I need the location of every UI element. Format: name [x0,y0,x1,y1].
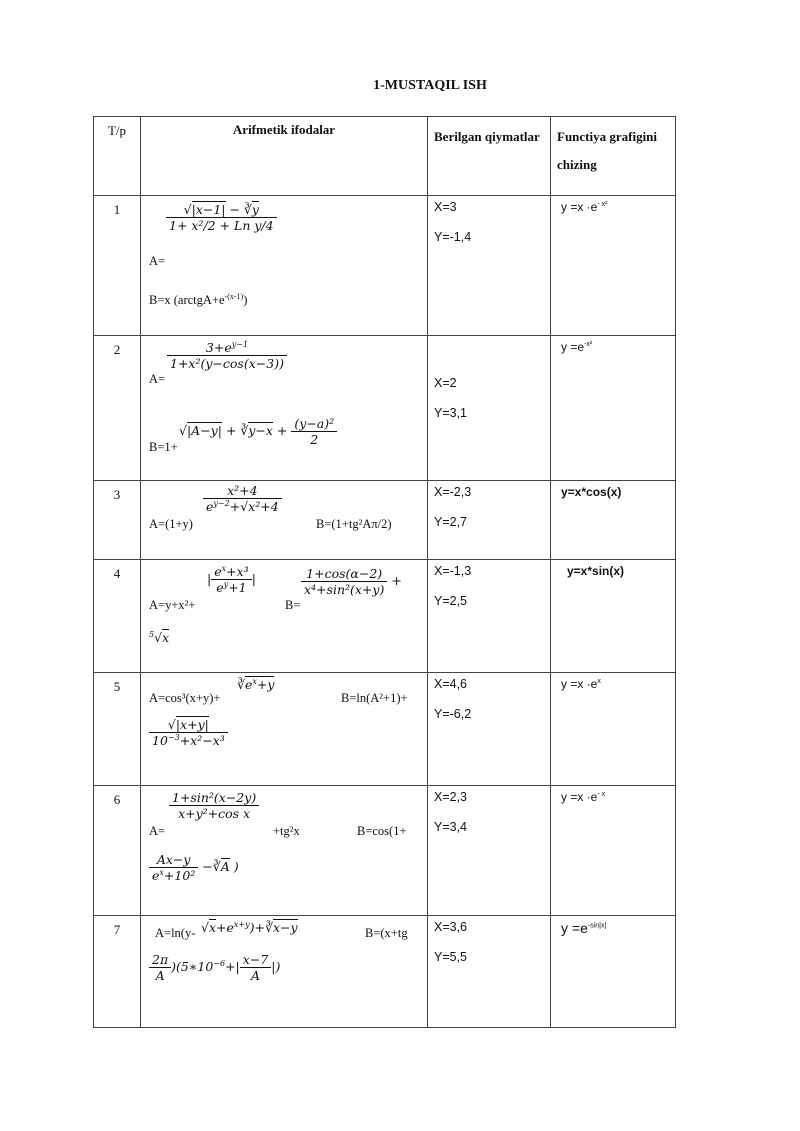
function-cell [551,481,676,560]
a-label: A=cos³(x+y)+ [149,691,221,705]
function-text: y=x*sin(x) [567,564,625,578]
y-value: Y=2,7 [434,515,468,529]
table-row [94,560,676,673]
expression-cell [141,481,428,560]
formula-a: | $\frac{e^x+x^3}{e^y+1}$ | [207,564,256,596]
function-cell [551,560,676,673]
x-value: X=2 [434,376,457,390]
row-number: 6 [94,786,141,916]
a-label: A=ln(y- [155,926,196,940]
formula-b: B=(x+tg [365,926,408,940]
table-row [94,916,676,1028]
function-exponent: x [597,678,601,685]
function-exponent: - x [597,791,606,798]
b-label: B=1+ [149,440,178,454]
function-exponent: - x² [597,201,608,208]
formula-b: √|A−y| + ∛y−x + $\frac{\text{(y−a)²}}{2}$ [179,416,337,447]
row-number: 5 [94,673,141,786]
a-label: A= [149,824,166,838]
table-row [94,336,676,481]
expression-cell [141,786,428,916]
row-number: 7 [94,916,141,1028]
x-value: X=-2,3 [434,485,472,499]
task-table [93,116,676,1028]
expression-cell [141,560,428,673]
header-row [94,117,676,196]
formula-b: $\frac{1+\cos(\alpha-2)}{\text{x⁴+sin²(x+y)}}$ + [301,566,402,597]
b-text: B=x (arctgA+e [149,293,225,308]
formula-a: $√x+e^{x+y})+∛x-y$ [201,920,298,936]
formula-a: $\frac{\text{1+sin²(x−2y)}}{\text{x+y²+cos x}}$ [169,790,259,821]
formula-a: $∛e^x+y$ [237,677,275,693]
table-row [94,673,676,786]
y-value: Y=-1,4 [434,230,472,244]
a-label: A= [149,372,166,386]
function-cell [551,786,676,916]
formula-root: $^5$√x [149,630,170,646]
x-value: X=2,3 [434,790,468,804]
formula-b-frac: $\frac{√|x+y|}{10^{-3}+x^2-x^3}$ [149,717,228,748]
table-row [94,481,676,560]
y-value: Y=-6,2 [434,707,472,721]
given-values-cell [428,560,551,673]
x-value: X=3,6 [434,920,468,934]
given-values-cell [428,786,551,916]
given-values-cell [428,916,551,1028]
function-text: y =x ·e [561,790,598,804]
y-value: Y=5,5 [434,950,468,964]
formula-b: B=(1+tg²Aπ/2) [316,517,392,531]
expression-cell [141,196,428,336]
expression-cell [141,916,428,1028]
formula-b-frac: $\frac{Ax-y}{e^x+10^2}$ −∛A ) [149,852,239,883]
function-cell [551,673,676,786]
x-value: X=-1,3 [434,564,472,578]
given-values-cell [428,673,551,786]
function-text: y=x*cos(x) [561,485,622,499]
formula-a: $\frac{3+e^{y-1}}{\text{1+x²(y−cos(x−3))}}$ [167,340,287,371]
header-tp: T/p [94,117,141,196]
function-text: y =x ·e [561,677,598,691]
table-row [94,196,676,336]
header-expressions: Arifmetik ifodalar [141,117,428,196]
header-graph: Functiya grafigini chizing [551,117,676,196]
row-number: 4 [94,560,141,673]
given-values-cell [428,481,551,560]
function-cell [551,196,676,336]
a-label: A= [149,254,166,268]
b-exponent: -(x-1) [224,292,244,301]
row-number: 2 [94,336,141,481]
formula-b: B=cos(1+ [357,824,407,838]
page-title: 1-MUSTAQIL ISH [373,78,487,93]
formula-b [149,292,247,308]
row-number: 1 [94,196,141,336]
expression-cell [141,673,428,786]
function-cell [551,916,676,1028]
a-label: A=(1+y) [149,517,193,531]
formula-b-frac: $\frac{2\pi}{A}$ )($5∗10^{-6}+|$ $\frac{x-7}{A}$ |) [149,952,280,983]
x-value: X=3 [434,200,457,214]
function-exponent: -sin|x| [587,922,607,930]
b-end: ) [243,293,248,308]
given-values-cell [428,196,551,336]
function-exponent: -x² [584,341,593,348]
table-row [94,786,676,916]
y-value: Y=3,4 [434,820,468,834]
formula-a: $\frac{√|x-1| - ∛y}{\text{1+ x²/2 + Ln y/4}}$ [166,202,277,233]
function-text: y =e [561,920,588,936]
b-label: B= [285,598,301,612]
row-number: 3 [94,481,141,560]
x-value: X=4,6 [434,677,468,691]
a-label: A=y+x²+ [149,598,196,612]
y-value: Y=2,5 [434,594,468,608]
a-tail: +tg²x [273,824,300,838]
function-text: y =x ·e [561,200,598,214]
function-text: y =e [561,340,585,354]
header-given-values: Berilgan qiymatlar [428,117,551,196]
formula-a: $\frac{\text{x²+4}}{e^{y-2}+√x^2+4}$ [203,483,282,514]
given-values-cell [428,336,551,481]
formula-b: B=ln(A²+1)+ [341,691,408,705]
y-value: Y=3,1 [434,406,468,420]
expression-cell [141,336,428,481]
function-cell [551,336,676,481]
